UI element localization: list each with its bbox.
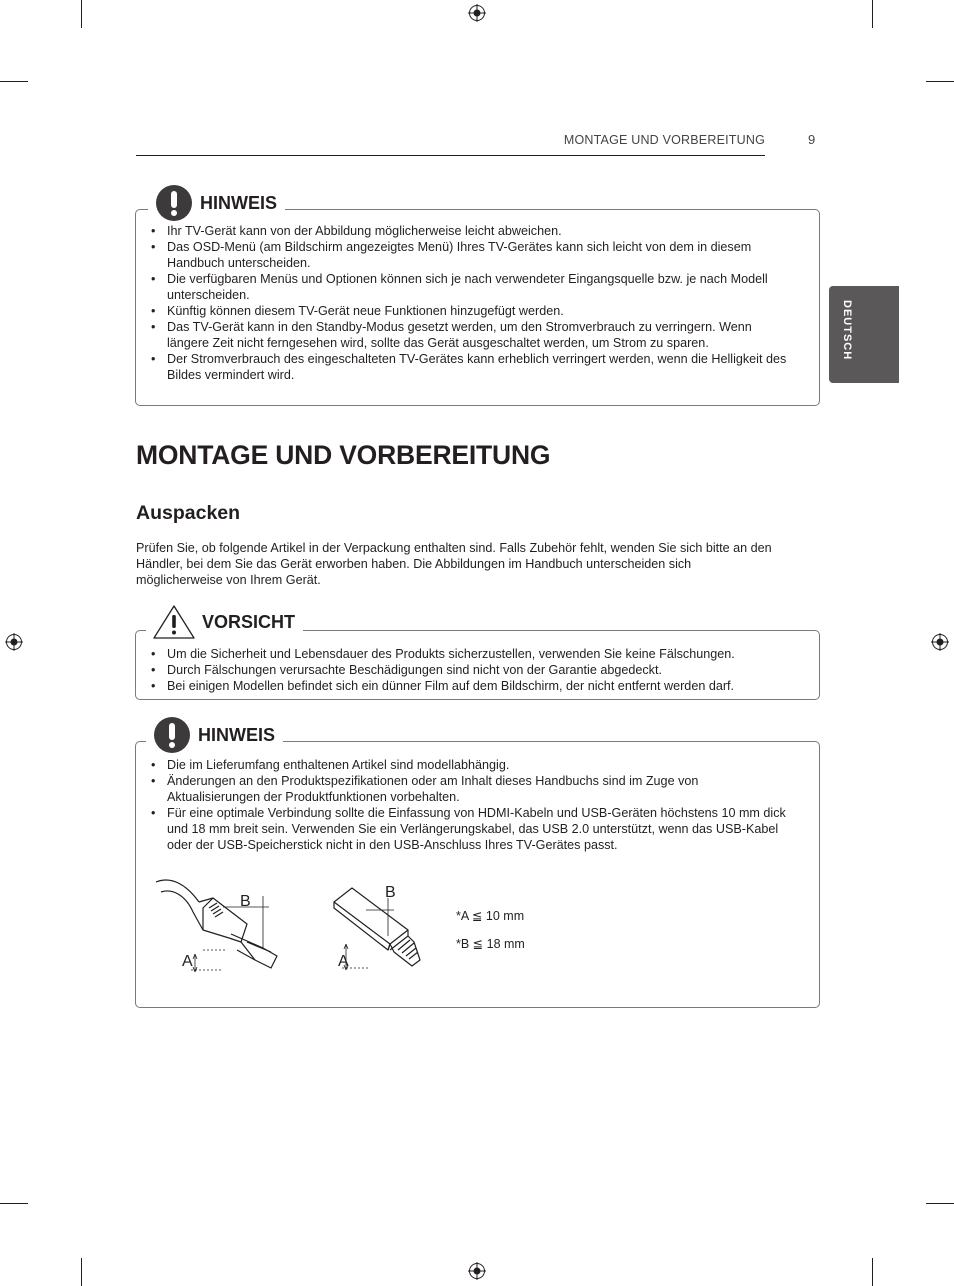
hdmi-label-a: A bbox=[182, 953, 193, 970]
list-item: • Um die Sicherheit und Lebensdauer des Produkts sicherzustellen, verwenden Sie keine Fälschungen. bbox=[151, 646, 811, 662]
language-tab bbox=[829, 286, 899, 383]
intro-paragraph: Prüfen Sie, ob folgende Artikel in der Verpackung enthalten sind. Falls Zubehör fehlt, wenden Sie sich bitte an den Händler, bei dem Sie das Gerät erworben haben. Die Abbildungen im Handbuch unterscheiden sich möglicherweise von Ihrem Gerät. bbox=[136, 541, 772, 587]
registration-mark-icon bbox=[468, 4, 486, 22]
list-item: • Künftig können diesem TV-Gerät neue Funktionen hinzugefügt werden. bbox=[151, 303, 791, 319]
note-list bbox=[151, 223, 791, 383]
registration-mark-icon bbox=[468, 1262, 486, 1280]
crop-mark bbox=[0, 1203, 28, 1204]
list-item: • Bei einigen Modellen befindet sich ein dünner Film auf dem Bildschirm, der nicht entfernt werden darf. bbox=[151, 678, 811, 694]
warning-triangle-icon bbox=[152, 604, 196, 640]
dimension-note-b: *B ≦ 18 mm bbox=[456, 937, 525, 951]
header-rule bbox=[136, 155, 765, 156]
crop-mark bbox=[81, 0, 82, 28]
list-item: • Die im Lieferumfang enthaltenen Artikel sind modellabhängig. bbox=[151, 757, 791, 773]
note-box bbox=[135, 741, 820, 1008]
crop-mark bbox=[0, 81, 28, 82]
language-tab-label: DEUTSCH bbox=[841, 300, 853, 361]
note-title: HINWEIS bbox=[198, 724, 276, 745]
exclamation-icon bbox=[152, 716, 192, 754]
crop-mark bbox=[81, 1258, 82, 1286]
list-item: • Die verfügbaren Menüs und Optionen können sich je nach verwendeter Eingangsquelle bzw. je nach Modell unterscheiden. bbox=[151, 271, 791, 303]
registration-mark-icon bbox=[5, 633, 23, 651]
hdmi-connector-illustration bbox=[151, 872, 286, 977]
list-item: • Ihr TV-Gerät kann von der Abbildung möglicherweise leicht abweichen. bbox=[151, 223, 791, 239]
list-item: • Änderungen an den Produktspezifikationen oder am Inhalt dieses Handbuchs sind im Zuge von Aktualisierungen der Produktfunktionen vorbehalten. bbox=[151, 773, 791, 805]
crop-mark bbox=[926, 81, 954, 82]
list-item: • Für eine optimale Verbindung sollte die Einfassung von HDMI-Kabeln und USB-Geräten höchstens 10 mm dick und 18 mm breit sein. Verwenden Sie ein Verlängerungskabel, das USB 2.0 unterstützt, wenn das USB-Kabel oder der USB-Speicherstick nicht in den USB-Anschluss Ihres TV-Gerätes passt. bbox=[151, 805, 791, 853]
usb-label-b: B bbox=[385, 884, 396, 901]
note-header bbox=[146, 716, 283, 754]
caution-header bbox=[146, 603, 303, 641]
note-list bbox=[151, 757, 791, 853]
dimension-note-a: *A ≦ 10 mm bbox=[456, 909, 525, 923]
note-header bbox=[148, 184, 285, 222]
caution-list bbox=[151, 646, 811, 694]
note-title: HINWEIS bbox=[200, 192, 278, 213]
list-item: • Der Stromverbrauch des eingeschalteten TV-Gerätes kann erheblich verringert werden, wenn die Helligkeit des Bildes vermindert wird. bbox=[151, 351, 791, 383]
crop-mark bbox=[872, 0, 873, 28]
list-item: • Das TV-Gerät kann in den Standby-Modus gesetzt werden, um den Stromverbrauch zu verringern. Wenn längere Zeit nicht ferngesehen wird, sollte das Gerät ausgeschaltet werden, um Strom zu sparen. bbox=[151, 319, 791, 351]
exclamation-icon bbox=[154, 184, 194, 222]
hdmi-label-b: B bbox=[240, 893, 251, 910]
running-header: MONTAGE UND VORBEREITUNG bbox=[563, 133, 765, 147]
page-title: MONTAGE UND VORBEREITUNG bbox=[136, 440, 551, 470]
section-title: Auspacken bbox=[136, 502, 241, 524]
usb-label-a: A bbox=[338, 953, 349, 970]
registration-mark-icon bbox=[931, 633, 949, 651]
list-item: • Durch Fälschungen verursachte Beschädigungen sind nicht von der Garantie abgedeckt. bbox=[151, 662, 811, 678]
crop-mark bbox=[926, 1203, 954, 1204]
caution-title: VORSICHT bbox=[202, 611, 296, 632]
list-item: • Das OSD-Menü (am Bildschirm angezeigtes Menü) Ihres TV-Gerätes kann sich leicht von dem in diesem Handbuch unterscheiden. bbox=[151, 239, 791, 271]
page-number: 9 bbox=[808, 132, 816, 147]
note-box bbox=[135, 209, 820, 406]
crop-mark bbox=[872, 1258, 873, 1286]
